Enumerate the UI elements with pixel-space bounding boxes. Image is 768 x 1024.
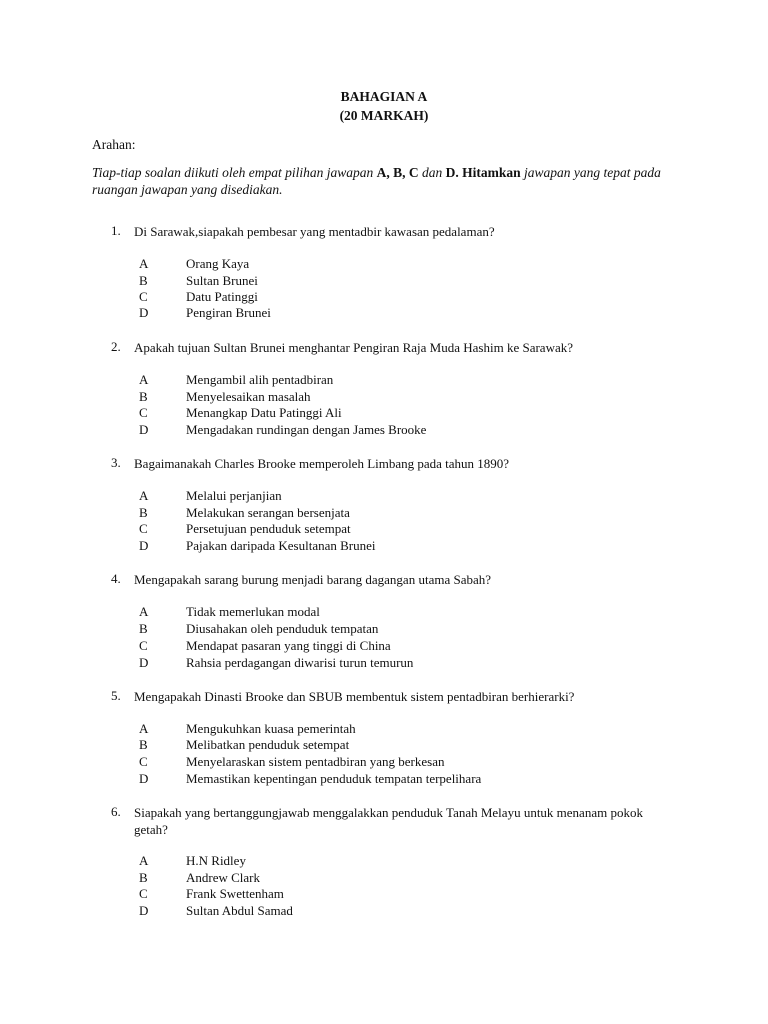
option-text: Menyelaraskan sistem pentadbiran yang berkesan [186,754,445,769]
option-letter: B [139,273,148,288]
option-letter: B [139,389,148,404]
option-text: Andrew Clark [186,870,261,885]
option-letter: D [139,422,149,437]
section-marks: (20 MARKAH) [339,108,429,123]
option-text: Rahsia perdagangan diwarisi turun temurun [186,655,414,670]
option-text: Memastikan kepentingan penduduk tempatan terpelihara [186,771,482,786]
option-c [0,405,768,422]
question-text: Siapakah yang bertanggungjawab menggalakkan penduduk Tanah Melayu untuk menanam pokok getah? [134,805,643,837]
option-a [0,604,768,621]
option-text: H.N Ridley [186,853,246,868]
instructions-hitamkan: Hitamkan [462,165,521,180]
option-text: Sultan Brunei [186,273,258,288]
option-text: Mengambil alih pentadbiran [186,372,334,387]
option-letter: D [139,305,149,320]
option-text: Menyelesaikan masalah [186,389,311,404]
option-letter: A [139,256,149,271]
option-a [0,853,768,870]
option-letter: B [139,621,148,636]
option-c [0,289,768,306]
option-d [0,903,768,920]
question-text: Mengapakah Dinasti Brooke dan SBUB membentuk sistem pentadbiran berhierarki? [134,689,575,704]
option-text: Orang Kaya [186,256,250,271]
option-text: Pajakan daripada Kesultanan Brunei [186,538,376,553]
option-letter: D [139,903,149,918]
option-b [0,389,768,406]
option-letter: C [139,638,148,653]
option-letter: A [139,721,149,736]
option-text: Mengukuhkan kuasa pemerintah [186,721,356,736]
option-letter: D [139,771,149,786]
option-text: Diusahakan oleh penduduk tempatan [186,621,379,636]
instructions-label: Arahan: [92,137,136,152]
section-title: BAHAGIAN A [340,89,428,104]
instructions-text [92,164,692,198]
question-number: 6. [111,804,121,819]
option-a [0,488,768,505]
option-d [0,771,768,788]
question-number: 5. [111,688,121,703]
question-number: 3. [111,455,121,470]
option-a [0,721,768,738]
option-text: Mendapat pasaran yang tinggi di China [186,638,391,653]
option-letter: C [139,289,148,304]
option-b [0,737,768,754]
option-c [0,754,768,771]
option-letter: B [139,737,148,752]
option-letter: A [139,853,149,868]
option-letter: C [139,754,148,769]
option-text: Sultan Abdul Samad [186,903,293,918]
option-letter: D [139,655,149,670]
option-d [0,538,768,555]
option-c [0,521,768,538]
option-b [0,870,768,887]
instructions-part1: Tiap-tiap soalan diikuti oleh empat pilihan jawapan [92,165,377,180]
option-d [0,305,768,322]
question-text: Apakah tujuan Sultan Brunei menghantar Pengiran Raja Muda Hashim ke Sarawak? [134,340,573,355]
option-a [0,256,768,273]
question-text: Di Sarawak,siapakah pembesar yang mentadbir kawasan pedalaman? [134,224,495,239]
option-c [0,638,768,655]
instructions-part3: jawapan yang tepat pada ruangan jawapan yang disediakan. [92,165,661,197]
option-text: Melibatkan penduduk setempat [186,737,350,752]
question-number: 4. [111,571,121,586]
instructions-d: D. [445,165,459,180]
option-b [0,505,768,522]
option-text: Tidak memerlukan modal [186,604,320,619]
option-text: Persetujuan penduduk setempat [186,521,351,536]
option-letter: C [139,521,148,536]
option-letter: A [139,372,149,387]
option-letter: C [139,405,148,420]
option-c [0,886,768,903]
option-text: Menangkap Datu Patinggi Ali [186,405,342,420]
option-text: Mengadakan rundingan dengan James Brooke [186,422,427,437]
option-letter: C [139,886,148,901]
question-number: 2. [111,339,121,354]
option-b [0,273,768,290]
question-text: Mengapakah sarang burung menjadi barang dagangan utama Sabah? [134,572,492,587]
instructions-part2: dan [418,165,446,180]
option-a [0,372,768,389]
option-text: Datu Patinggi [186,289,258,304]
option-text: Melalui perjanjian [186,488,282,503]
option-letter: A [139,604,149,619]
option-letter: B [139,870,148,885]
option-b [0,621,768,638]
option-letter: A [139,488,149,503]
option-text: Pengiran Brunei [186,305,271,320]
option-letter: B [139,505,148,520]
question-number: 1. [111,223,121,238]
option-letter: D [139,538,149,553]
option-text: Melakukan serangan bersenjata [186,505,350,520]
option-text: Frank Swettenham [186,886,284,901]
question-text: Bagaimanakah Charles Brooke memperoleh Limbang pada tahun 1890? [134,456,510,471]
option-d [0,422,768,439]
instructions-letters: A, B, C [376,165,419,180]
option-d [0,655,768,672]
